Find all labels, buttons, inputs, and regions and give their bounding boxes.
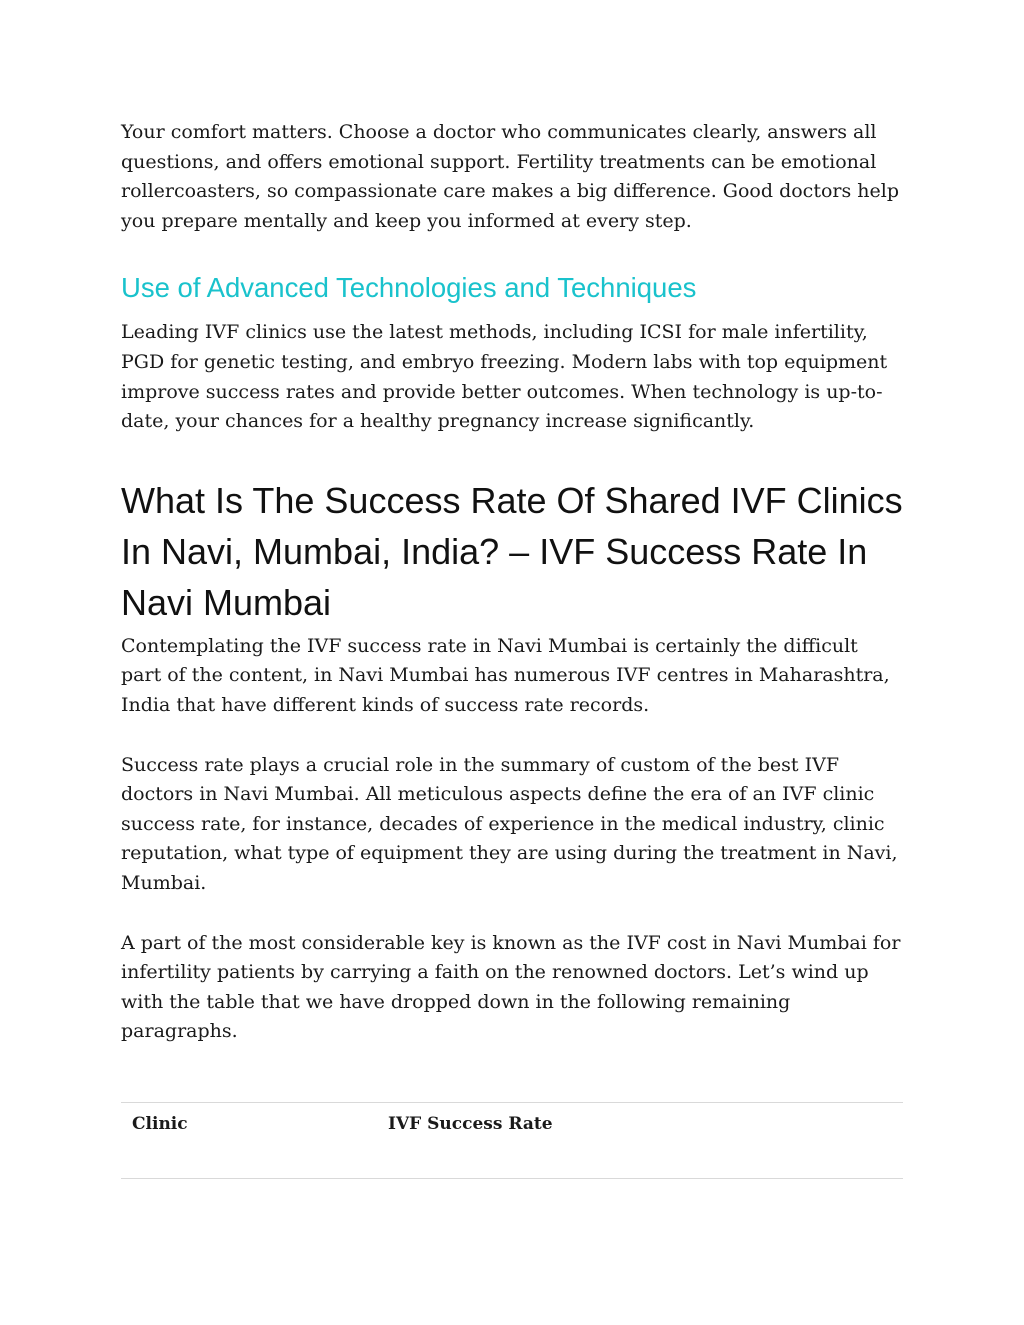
tech-paragraph: Leading IVF clinics use the latest methods, including ICSI for male infertility, PGD for genetic testing, and embryo freezing. Modern labs with top equipment improve success rates and provide better outcomes. When technology is up-to-date, your chances for a healthy pregnancy increase significantly. — [121, 321, 888, 433]
success-paragraph-3: A part of the most considerable key is known as the IVF cost in Navi Mumbai for infertility patients by carrying a faith on the renowned doctors. Let’s wind up with the table that we have dropped down in the following remaining paragraphs. — [121, 931, 901, 1043]
success-rate-table — [121, 1102, 903, 1179]
success-paragraph-1: Contemplating the IVF success rate in Navi Mumbai is certainly the difficult part of the content, in Navi Mumbai has numerous IVF centres in Maharashtra, India that have different kinds of success rate records. — [121, 634, 890, 716]
success-paragraph-2: Success rate plays a crucial role in the summary of custom of the best IVF doctors in Navi Mumbai. All meticulous aspects define the era of an IVF clinic success rate, for instance, decades of experience in the medical industry, clinic reputation, what type of equipment they are using during the treatment in Navi, Mumbai. — [121, 753, 898, 894]
success-rate-heading: What Is The Success Rate Of Shared IVF Clinics In Navi, Mumbai, India? – IVF Success Rate In Navi Mumbai — [121, 479, 903, 623]
table-header-clinic: Clinic — [132, 1114, 188, 1134]
document-body — [121, 118, 903, 1047]
table-header-success-rate: IVF Success Rate — [388, 1114, 553, 1134]
tech-heading: Use of Advanced Technologies and Techniques — [121, 272, 697, 304]
intro-paragraph: Your comfort matters. Choose a doctor who communicates clearly, answers all questions, and offers emotional support. Fertility treatments can be emotional rollercoasters, so compassionate care makes a big difference. Good doctors help you prepare mentally and keep you informed at every step. — [121, 121, 899, 232]
